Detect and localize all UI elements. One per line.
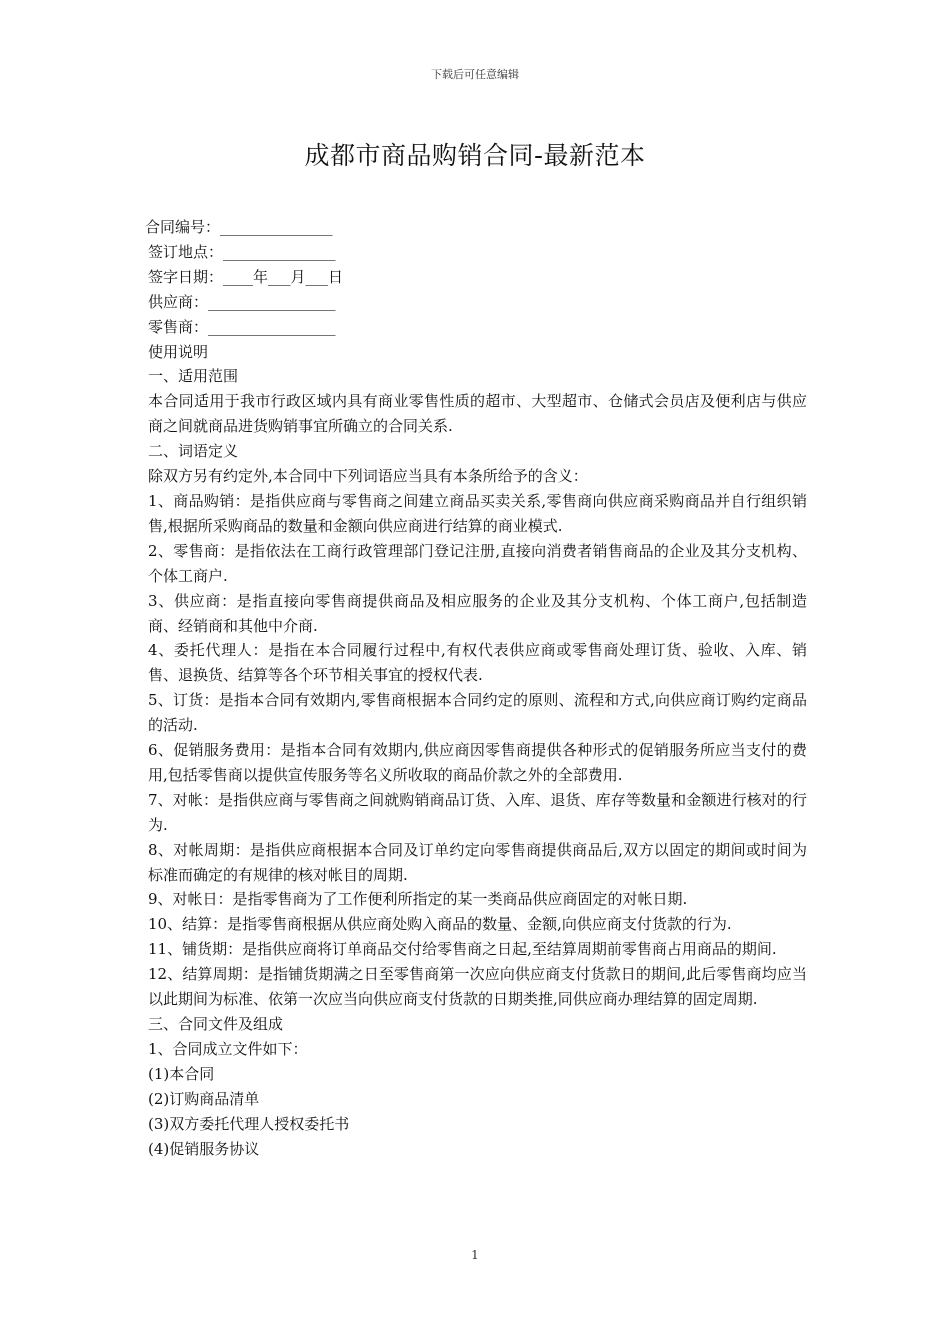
definition-item: 3、供应商：是指直接向零售商提供商品及相应服务的企业及其分支机构、个体工商户,包括制造商、经销商和其他中介商. [148, 591, 807, 635]
definition-item: 12、结算周期：是指铺货期满之日至零售商第一次应向供应商支付货款日的期间,此后零售商均应当以此期间为标准、依第一次应当向供应商支付货款的日期类推,同供应商办理结算的固定周期. [148, 965, 807, 1009]
list-item: 1、合同成立文件如下： [148, 1039, 308, 1058]
definition-item: 2、零售商：是指依法在工商行政管理部门登记注册,直接向消费者销售商品的企业及其分支机构、个体工商户. [148, 541, 807, 585]
definition-item: 5、订货：是指本合同有效期内,零售商根据本合同约定的原则、流程和方式,向供应商订购约定商品的活动. [148, 691, 807, 735]
page-header-note: 下载后可任意编辑 [431, 68, 519, 81]
definition-item: 1、商品购销：是指供应商与零售商之间建立商品买卖关系,零售商向供应商采购商品并自行组织销售,根据所采购商品的数量和金额向供应商进行结算的商业模式. [148, 491, 807, 535]
definition-item: 7、对帐：是指供应商与零售商之间就购销商品订货、入库、退货、库存等数量和金额进行核对的行为. [148, 790, 807, 834]
section-heading: 使用说明 [148, 342, 209, 361]
section-heading: 三、合同文件及组成 [148, 1015, 284, 1033]
definition-item: 8、对帐周期：是指供应商根据本合同及订单约定向零售商提供商品后,双方以固定的期间或时间为标准而确定的有规律的核对帐目的周期. [148, 840, 807, 884]
paragraph: 本合同适用于我市行政区域内具有商业零售性质的超市、大型超市、仓储式会员店及便利店与供应商之间就商品进货购销事宜所确立的合同关系. [148, 392, 807, 436]
definition-item: 4、委托代理人：是指在本合同履行过程中,有权代表供应商或零售商处理订货、验收、入库、销售、退换货、结算等各个环节相关事宜的授权代表. [148, 641, 807, 685]
section-heading: 一、适用范围 [148, 367, 239, 386]
definition-item: 6、促销服务费用：是指本合同有效期内,供应商因零售商提供各种形式的促销服务所应当支付的费用,包括零售商以提供宣传服务等名义所收取的商品价款之外的全部费用. [148, 741, 807, 784]
definition-item: 9、对帐日：是指零售商为了工作便利所指定的某一类商品供应商固定的对帐日期. [148, 890, 688, 909]
paragraph: 除双方另有约定外,本合同中下列词语应当具有本条所给予的含义： [148, 467, 588, 486]
list-item: (1)本合同 [148, 1064, 215, 1083]
signing-date-field: 签字日期：____年___月___日 [148, 267, 344, 286]
page-number: 1 [471, 1248, 479, 1262]
document-body [145, 215, 807, 1161]
definition-item: 10、结算：是指零售商根据从供应商处购入商品的数量、金额,向供应商支付货款的行为. [148, 915, 732, 934]
document-title: 成都市商品购销合同-最新范本 [304, 141, 646, 170]
list-item: (4)促销服务协议 [148, 1139, 260, 1158]
supplier-field: 供应商：_________________ [148, 292, 336, 311]
list-item: (2)订购商品清单 [148, 1089, 260, 1108]
definition-item: 11、铺货期：是指供应商将订单商品交付给零售商之日起,至结算周期前零售商占用商品的期间. [148, 940, 777, 959]
list-item: (3)双方委托代理人授权委托书 [148, 1114, 350, 1133]
signing-place-field: 签订地点：_______________ [148, 242, 336, 261]
section-heading: 二、词语定义 [148, 442, 239, 461]
contract-number-field: 合同编号：_______________ [145, 218, 333, 236]
retailer-field: 零售商：_________________ [148, 317, 336, 336]
